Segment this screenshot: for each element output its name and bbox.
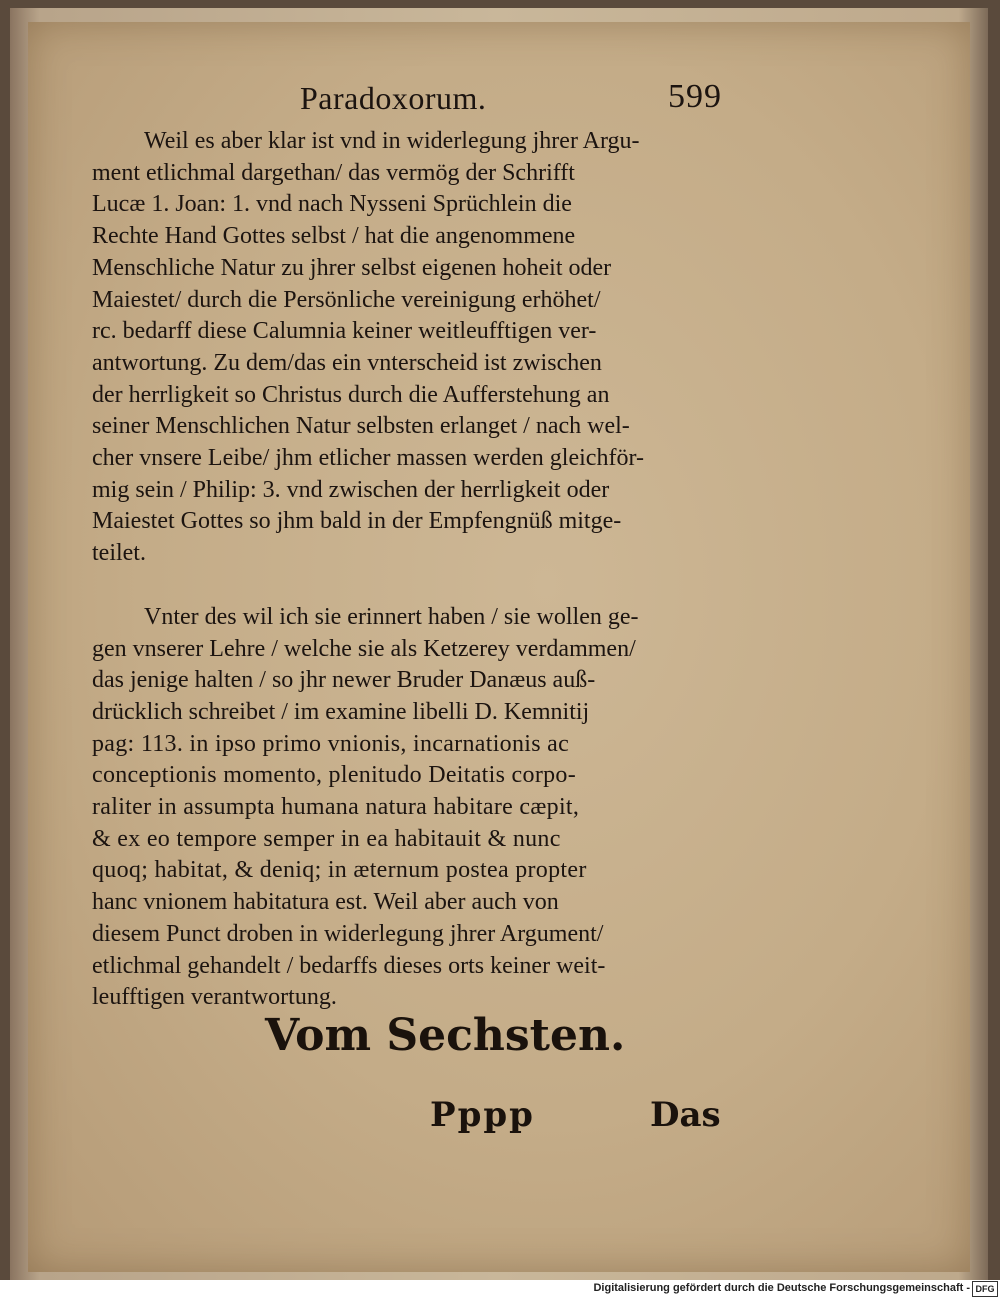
text-line: rc. bedarff diese Calumnia keiner weitleufftigen ver- (92, 318, 597, 345)
text-line: etlichmal gehandelt / bedarffs dieses orts keiner weit- (92, 952, 606, 979)
text-line: diesem Punct droben in widerlegung jhrer Argument/ (92, 920, 604, 947)
signature-mark: Pppp (430, 1095, 535, 1135)
text-line: Vnter des wil ich sie erinnert haben / sie wollen ge- (144, 603, 639, 630)
text-line: drücklich schreibet / im examine libelli D. Kemnitij (92, 698, 590, 725)
text-line: mig sein / Philip: 3. vnd zwischen der herrligkeit oder (92, 476, 610, 503)
text-line: pag: 113. in ipso primo vnionis, incarnationis ac (92, 730, 570, 757)
running-head (92, 78, 722, 126)
footer-credit: Digitalisierung gefördert durch die Deutsche Forschungsgemeinschaft - (593, 1282, 970, 1294)
catchword: Das (650, 1095, 721, 1135)
text-line: Menschliche Natur zu jhrer selbst eigenen hoheit oder (92, 254, 612, 281)
text-line: cher vnsere Leibe/ jhm etlicher massen werden gleichför- (92, 445, 644, 472)
digitization-footer (0, 1280, 1000, 1298)
text-line: leufftigen verantwortung. (92, 984, 337, 1011)
text-block (92, 78, 722, 1014)
text-line: Maiestet/ durch die Persönliche vereinigung erhöhet/ (92, 286, 601, 313)
paragraph-2 (92, 602, 722, 1014)
text-line: Maiestet Gottes so jhm bald in der Empfengnüß mitge- (92, 508, 622, 535)
text-line: raliter in assumpta humana natura habitare cæpit, (92, 794, 580, 821)
text-line: antwortung. Zu dem/das ein vnterscheid ist zwischen (92, 349, 602, 376)
section-heading: Vom Sechsten. (265, 1010, 626, 1061)
text-line: der herrligkeit so Christus durch die Aufferstehung an (92, 381, 610, 408)
text-line: ment etlichmal dargethan/ das vermög der Schrifft (92, 159, 575, 186)
text-line: & ex eo tempore semper in ea habitauit & nunc (92, 825, 561, 852)
text-line: seiner Menschlichen Natur selbsten erlanget / nach wel- (92, 413, 630, 440)
text-line: quoq; habitat, & deniq; in æternum postea propter (92, 857, 587, 884)
text-line: conceptionis momento, plenitudo Deitatis corpo- (92, 762, 576, 789)
text-line: das jenige halten / so jhr newer Bruder Danæus auß- (92, 667, 596, 694)
paragraph-1 (92, 126, 722, 570)
running-title: Paradoxorum. (300, 80, 487, 116)
text-line: Weil es aber klar ist vnd in widerlegung jhrer Argu- (144, 128, 640, 154)
text-line: Rechte Hand Gottes selbst / hat die angenommene (92, 223, 576, 250)
dfg-logo-icon: DFG (972, 1281, 998, 1297)
page-number: 599 (668, 78, 722, 115)
text-line: Lucæ 1. Joan: 1. vnd nach Nysseni Sprüchlein die (92, 191, 572, 218)
text-line: hanc vnionem habitatura est. Weil aber auch von (92, 889, 559, 916)
text-line: teilet. (92, 540, 146, 567)
text-line: gen vnserer Lehre / welche sie als Ketzerey verdammen/ (92, 635, 636, 662)
